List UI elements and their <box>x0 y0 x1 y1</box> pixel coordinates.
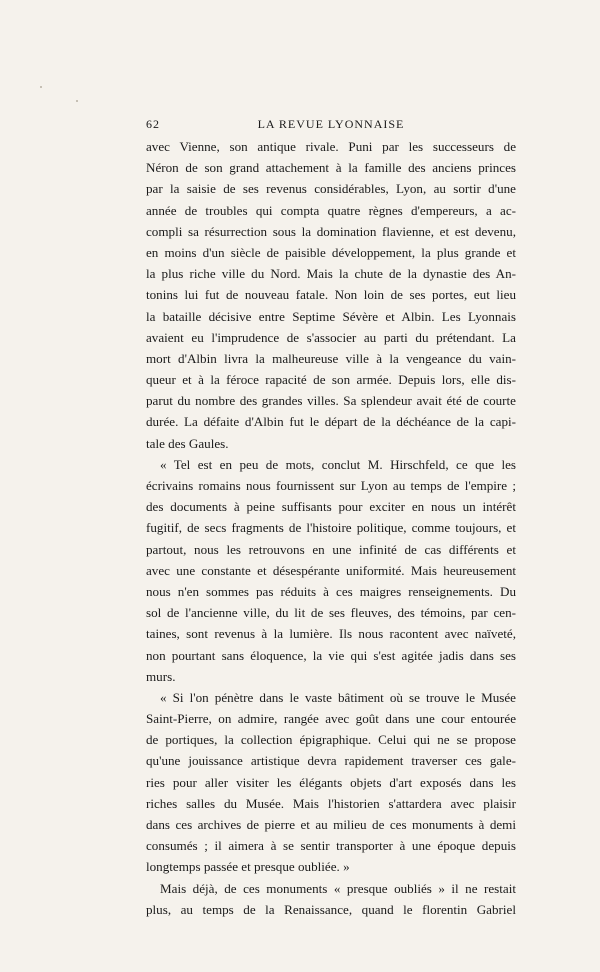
text-line: compli sa résurrection sous la domination flavienne, et est devenu, <box>146 223 516 239</box>
text-line: « Tel est en peu de mots, conclut M. Hirschfeld, ce que les <box>160 456 516 472</box>
text-line: consumés ; il aimera à se sentir transporter à une époque depuis <box>146 838 516 854</box>
text-line: la bataille décisive entre Septime Sévère et Albin. Les Lyonnais <box>146 308 516 324</box>
text-line: des documents à peine suffisants pour exciter en nous un intérêt <box>146 499 516 515</box>
text-line: « Si l'on pénètre dans le vaste bâtiment où se trouve le Musée <box>160 689 516 705</box>
text-line: avaient eu l'imprudence de s'associer au parti du prétendant. La <box>146 329 516 345</box>
paper-speck <box>40 86 42 88</box>
text-line: écrivains romains nous fournissent sur Lyon au temps de l'empire ; <box>146 478 516 493</box>
text-line: ries pour aller visiter les élégants objets d'art exposés dans les <box>146 774 516 790</box>
text-line: non pourtant sans éloquence, la vie qui s'est agitée jadis dans ses <box>146 647 516 663</box>
text-line: plus, au temps de la Renaissance, quand le florentin Gabriel <box>146 901 516 917</box>
paragraph <box>146 687 516 878</box>
paper-speck <box>76 100 78 102</box>
text-line: en moins d'un siècle de paisible développement, la plus grande et <box>146 244 516 260</box>
text-line: sol de l'ancienne ville, du lit de ses fleuves, des témoins, par cen- <box>146 605 516 621</box>
text-line: durée. La défaite d'Albin fut le départ de la déchéance de la capi- <box>146 414 516 430</box>
text-line: taines, sont revenus à la lumière. Ils nous racontent avec naïveté, <box>146 626 516 642</box>
text-line: murs. <box>146 668 176 684</box>
text-line: année de troubles qui compta quatre règnes d'empereurs, a ac- <box>146 202 516 218</box>
text-line: mort d'Albin livra la malheureuse ville à la vengeance du vain- <box>146 350 516 366</box>
text-line: dans ces archives de pierre et au milieu de ces monuments à demi <box>146 817 516 832</box>
text-line: queur et à la féroce rapacité de son armée. Depuis lors, elle dis- <box>146 372 516 388</box>
text-line: tonins lui fut de nouveau fatale. Non loin de ses portes, eut lieu <box>146 287 516 303</box>
text-line: Saint-Pierre, on admire, rangée avec goût dans une cour entourée <box>146 711 516 727</box>
text-line: parut du nombre des grandes villes. Sa splendeur avait été de courte <box>146 393 516 409</box>
text-line: qu'une jouissance artistique devra rapidement traverser ces gale- <box>146 753 516 769</box>
text-line: nous n'en sommes pas réduits à ces maigres renseignements. Du <box>146 583 516 599</box>
text-line: partout, nous les retrouvons en une infinité de cas différents et <box>146 541 516 557</box>
page-number: 62 <box>146 117 160 131</box>
body-text <box>146 136 516 920</box>
book-page <box>146 114 516 920</box>
text-line: la plus riche ville du Nord. Mais la chute de la dynastie des An- <box>146 266 516 282</box>
text-line: tale des Gaules. <box>146 435 229 451</box>
running-head <box>146 114 516 136</box>
text-line: longtemps passée et presque oubliée. » <box>146 859 350 875</box>
text-line: par la saisie de ses revenus considérables, Lyon, au sortir d'une <box>146 181 516 197</box>
text-line: riches salles du Musée. Mais l'historien s'attardera avec plaisir <box>146 795 516 811</box>
text-line: avec Vienne, son antique rivale. Puni par les successeurs de <box>146 139 516 154</box>
paragraph <box>146 454 516 687</box>
running-title: LA REVUE LYONNAISE <box>257 117 405 131</box>
text-line: Néron de son grand attachement à la famille des anciens princes <box>146 160 516 176</box>
text-line: Mais déjà, de ces monuments « presque oubliés » il ne restait <box>160 880 516 896</box>
paragraph <box>146 878 516 920</box>
text-line: de portiques, la collection épigraphique. Celui qui ne se propose <box>146 732 516 748</box>
text-line: avec une constante et désespérante uniformité. Mais heureusement <box>146 562 516 578</box>
text-line: fugitif, de secs fragments de l'histoire politique, comme toujours, et <box>146 520 516 536</box>
paragraph <box>146 136 516 454</box>
